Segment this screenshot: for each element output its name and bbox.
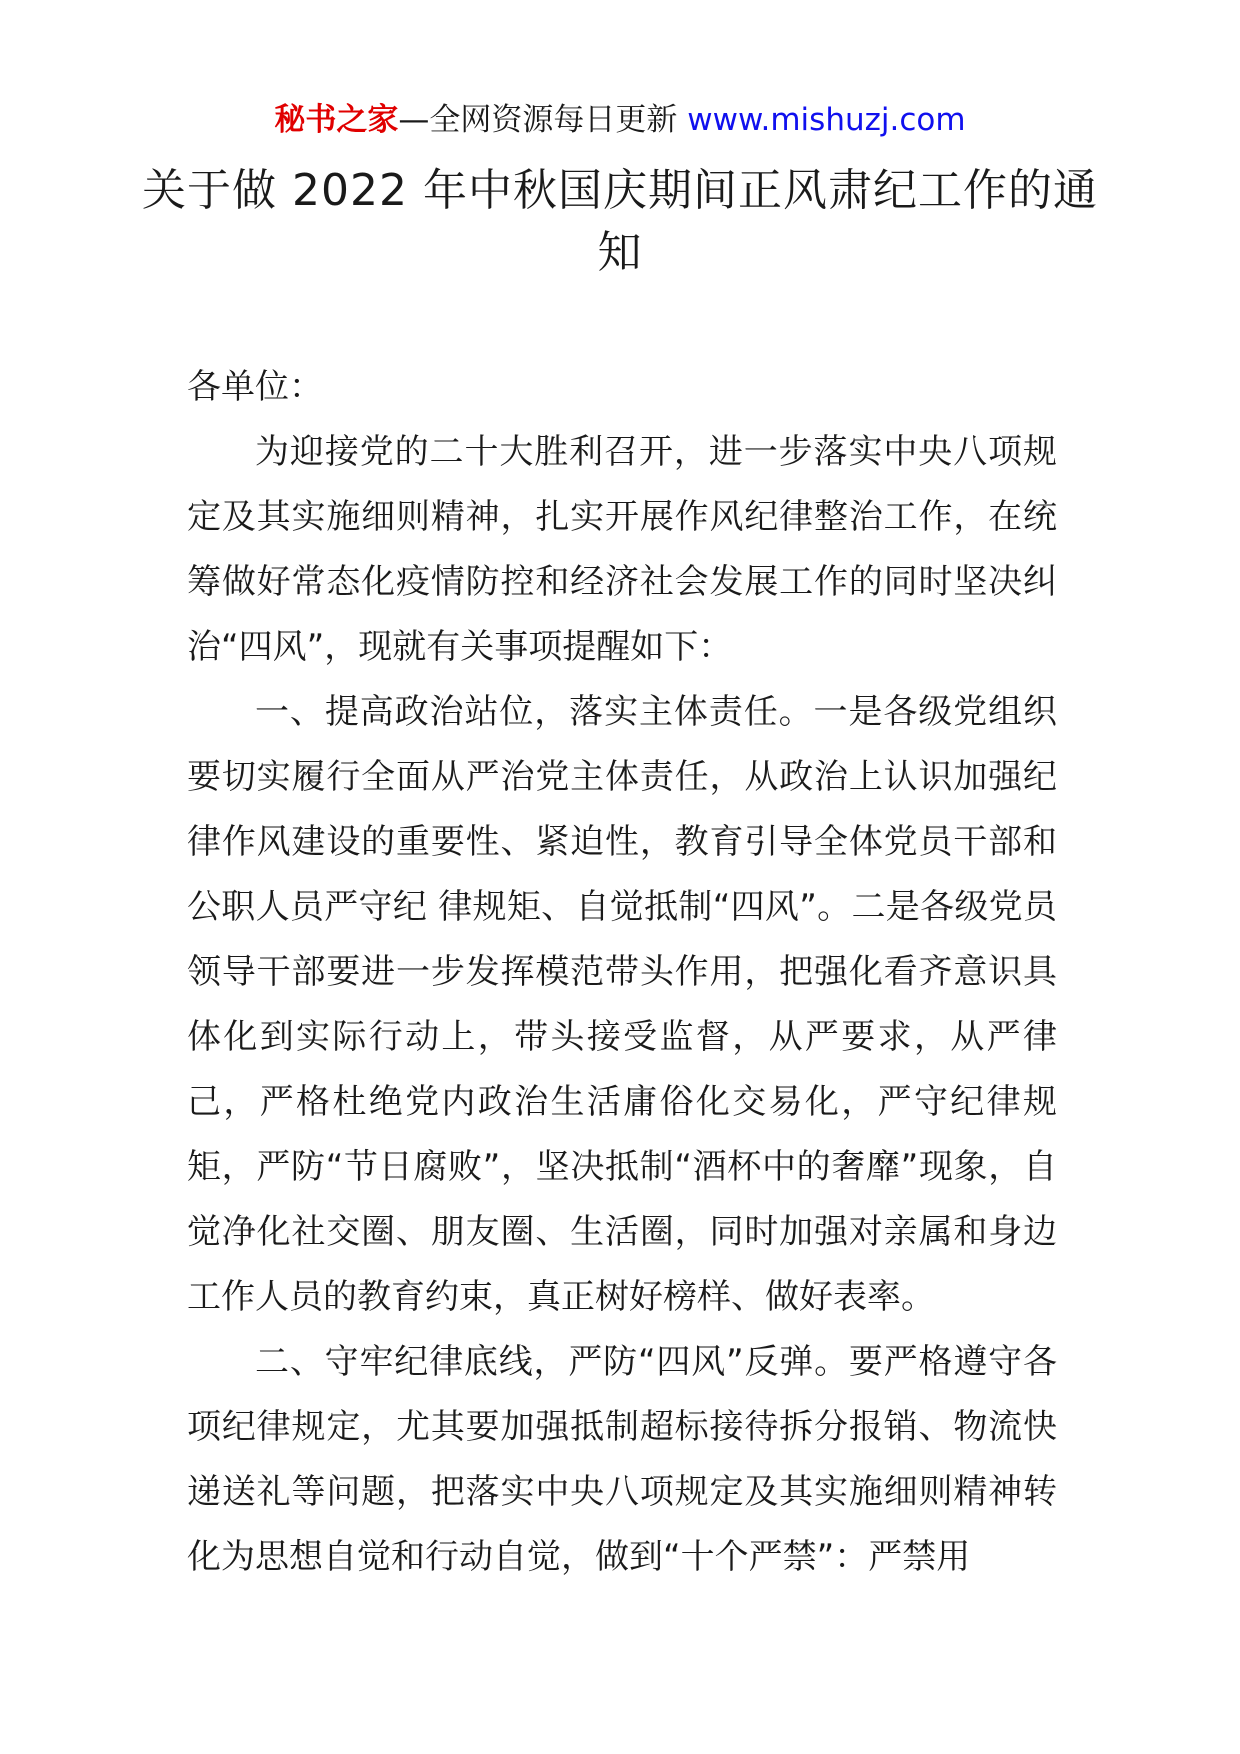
paragraph-section-one: 一、提高政治站位，落实主体责任。一是各级党组织要切实履行全面从严治党主体责任，从政治上认识加强纪律作风建设的重要性、紧迫性，教育引导全体党员干部和公职人员严守纪 律规矩、自觉抵制“四风”。二是各级党员领导干部要进一步发挥模范带头作用，把强化看齐意识具体化到实际行动上，带头接受监督，从严要求，从严律己，严格杜绝党内政治生活庸俗化交易化，严守纪律规矩，严防“节日腐败”，坚决抵制“酒杯中的奢靡”现象，自觉净化社交圈、朋友圈、生活圈，同时加强对亲属和身边工作人员的教育约束，真正树好榜样、做好表率。: [187, 692, 1057, 1317]
paragraph-section-two: 二、守牢纪律底线，严防“四风”反弹。要严格遵守各项纪律规定，尤其要加强抵制超标接待拆分报销、物流快递送礼等问题，把落实中央八项规定及其实施细则精神转化为思想自觉和行动自觉，做到“十个严禁”：严禁用: [187, 1342, 1057, 1577]
document-body: [187, 355, 1057, 1590]
header-tagline: —全网资源每日更新: [398, 102, 678, 138]
paragraph-intro: 为迎接党的二十大胜利召开，进一步落实中央八项规定及其实施细则精神，扎实开展作风纪律整治工作，在统筹做好常态化疫情防控和经济社会发展工作的同时坚决纠治“四风”，现就有关事项提醒如下：: [187, 432, 1057, 667]
document-title: 关于做 2022 年中秋国庆期间正风肃纪工作的通知: [142, 165, 1098, 278]
brand-name: 秘书之家: [274, 102, 399, 138]
watermark-header: [0, 98, 1240, 142]
site-url-link[interactable]: www.mishuzj.com: [687, 102, 966, 138]
salutation: 各单位：: [187, 367, 323, 407]
